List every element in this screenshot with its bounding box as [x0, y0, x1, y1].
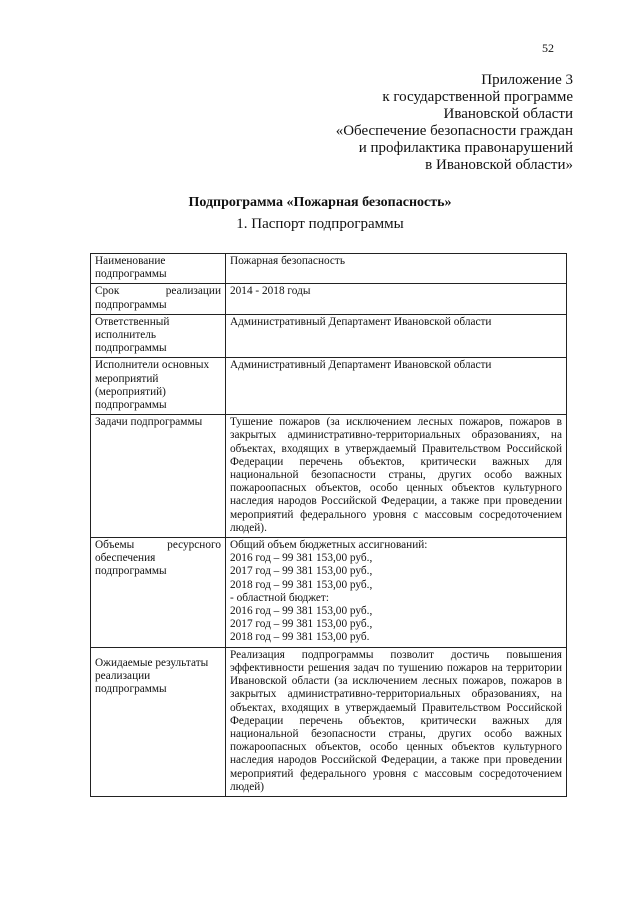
table-row [91, 538, 567, 648]
row-label: Ожидаемые результаты реализации подпрограммы [91, 647, 226, 796]
appendix-line: Ивановской области [443, 106, 573, 122]
appendix-line: в Ивановской области» [425, 157, 573, 173]
funding-line: 2017 год – 99 381 153,00 руб., [230, 618, 373, 631]
table-row [91, 647, 567, 796]
row-label: Наименование подпрограммы [91, 254, 226, 284]
funding-line: 2016 год – 99 381 153,00 руб., [230, 605, 373, 618]
row-value: 2014 - 2018 годы [226, 284, 567, 314]
funding-line: 2018 год – 99 381 153,00 руб., [230, 578, 373, 591]
row-label: Срок реализации подпрограммы [91, 284, 226, 314]
row-value: Административный Департамент Ивановской области [226, 358, 567, 415]
appendix-header [273, 72, 573, 174]
funding-line: 2017 год – 99 381 153,00 руб., [230, 565, 373, 578]
funding-line: - областной бюджет: [230, 591, 329, 604]
row-value: Реализация подпрограммы позволит достичь повышения эффективности решения задач по тушению пожаров на территории Ивановской области (за исключением лесных пожаров, пожаров в закрытых административно-территориальных образованиях, на объектах, входящих в утверждаемый Правительством Российской Федерации перечень объектов, критически важных для национальной безопасности страны, других особо важных пожароопасных объектов, особо ценных объектов культурного наследия народов Российской Федерации, а также при проведении мероприятий федерального уровня с массовым сосредоточением людей) [226, 647, 567, 796]
subprogram-title: Подпрограмма «Пожарная безопасность» [188, 195, 452, 210]
appendix-line: и профилактика правонарушений [358, 140, 573, 156]
row-label: Задачи подпрограммы [91, 415, 226, 538]
row-value-lines [226, 538, 567, 648]
row-value: Административный Департамент Ивановской области [226, 314, 567, 358]
row-value: Пожарная безопасность [226, 254, 567, 284]
appendix-line: «Обеспечение безопасности граждан [335, 123, 573, 139]
passport-title: 1. Паспорт подпрограммы [236, 216, 404, 232]
funding-line: Общий объем бюджетных ассигнований: [230, 539, 428, 552]
row-value: Тушение пожаров (за исключением лесных пожаров, пожаров в закрытых административно-территориальных образованиях, на объектах, входящих в утверждаемый Правительством Российской Федерации перечень объектов, критически важных для национальной безопасности страны, других особо важных пожароопасных объектов, особо ценных объектов культурного наследия народов Российской Федерации, а также при проведении мероприятий федерального уровня с массовым сосредоточением людей). [226, 415, 567, 538]
funding-line: 2018 год – 99 381 153,00 руб. [230, 631, 370, 644]
row-label: Ответственный исполнитель подпрограммы [91, 314, 226, 358]
funding-line: 2016 год – 99 381 153,00 руб., [230, 552, 373, 565]
table-row [91, 314, 567, 358]
row-label: Исполнители основных мероприятий (мероприятий) подпрограммы [91, 358, 226, 415]
table-row [91, 358, 567, 415]
appendix-line: к государственной программе [382, 89, 573, 105]
table-row [91, 415, 567, 538]
page-number: 52 [542, 41, 554, 55]
table-row [91, 254, 567, 284]
row-label: Объемы ресурсного обеспечения подпрограммы [91, 538, 226, 648]
table-row [91, 284, 567, 314]
appendix-line: Приложение 3 [481, 72, 573, 88]
passport-table [90, 253, 567, 797]
